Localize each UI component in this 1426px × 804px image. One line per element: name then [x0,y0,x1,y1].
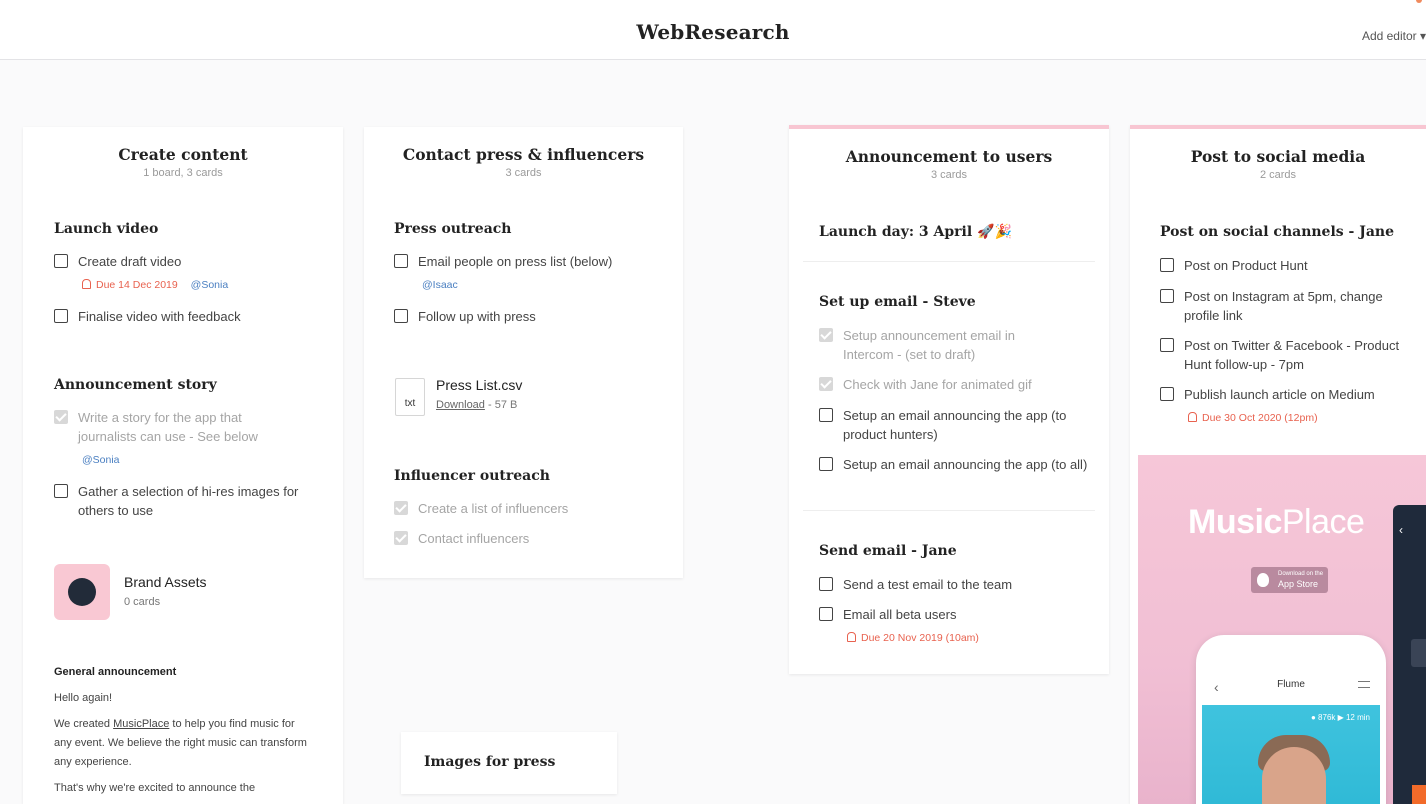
artist-face [1262,747,1326,804]
todo-label: Post on Product Hunt [1184,258,1308,273]
todo-label: Create draft video [78,254,182,269]
app-store-badge: Download on the App Store [1251,567,1328,593]
mention-tag[interactable]: @Isaac [422,279,458,291]
todo-label: Post on Instagram at 5pm, change profile link [1184,289,1383,323]
top-bar [0,0,1426,60]
todo-label: Write a story for the app that journalists can use - See below [78,410,258,444]
section-title: Press outreach [394,221,512,237]
section-title: Influencer outreach [394,468,550,484]
add-editor-button[interactable]: Add editor ▾ [1361,29,1426,43]
orange-tab[interactable] [1412,785,1426,804]
checkbox[interactable] [394,309,408,323]
section-title: Post on social channels - Jane [1160,224,1395,240]
column-subtitle: 3 cards [930,169,968,181]
board-title[interactable]: Brand Assets [124,574,207,590]
file-icon[interactable]: txt [395,378,425,416]
file-download: Download - 57 B [436,399,518,411]
section-title: Send email - Jane [819,543,957,559]
todo-label: Send a test email to the team [843,577,1013,592]
note-paragraph: Hello again! [54,692,113,704]
download-link[interactable]: Download [436,399,485,411]
checkbox[interactable] [819,457,833,471]
bell-icon [82,279,91,289]
todo-label: Check with Jane for animated gif [843,377,1032,392]
bell-icon [1188,412,1197,422]
note-paragraph: That's why we're excited to announce the [54,782,256,794]
todo-meta [82,454,120,466]
column-contact-press [364,127,683,578]
column-subtitle: 2 cards [1259,169,1297,181]
todo-label: Gather a selection of hi-res images for others to use [78,484,299,518]
todo-label: Create a list of influencers [418,501,569,516]
todo-label: Post on Twitter & Facebook - Product Hunt follow-up - 7pm [1184,338,1400,372]
mention-tag[interactable]: @Sonia [82,454,120,466]
card-title: Images for press [424,754,556,770]
apple-icon [1257,573,1269,587]
image-card-musicplace[interactable] [1138,455,1426,804]
checkbox[interactable] [819,377,833,391]
column-title: Announcement to users [845,147,1053,166]
panel-slot [1411,639,1426,667]
section-title: Launch video [54,221,159,237]
board-icon [68,578,96,606]
checkbox[interactable] [394,501,408,515]
checkbox[interactable] [819,577,833,591]
due-date: Due 14 Dec 2019 [82,279,178,291]
phone-title: Flume [1277,679,1305,690]
todo-label: Contact influencers [418,531,530,546]
todo-label: Email people on press list (below) [418,254,613,269]
chevron-left-icon[interactable]: ‹ [1399,523,1403,537]
musicplace-logo: MusicPlace [1188,503,1365,541]
todo-meta [847,632,979,644]
todo-meta [1188,412,1318,424]
mention-tag[interactable]: @Sonia [190,279,229,291]
bell-icon [847,632,856,642]
checkbox[interactable] [394,531,408,545]
todo-label: Follow up with press [418,309,536,324]
todo-label: Setup announcement email in Intercom - (set to draft) [843,328,1016,362]
menu-icon [1358,681,1370,688]
app-title: WebResearch [636,20,790,44]
checkbox[interactable] [54,309,68,323]
column-title: Contact press & influencers [402,145,645,164]
todo-meta [422,279,458,291]
phone-stats: ● 876k ▶ 12 min [1310,713,1370,722]
section-title: Announcement story [54,377,217,393]
section-title: Set up email - Steve [819,294,976,310]
checkbox[interactable] [394,254,408,268]
todo-label: Setup an email announcing the app (to product hunters) [843,408,1067,442]
notification-dot [1416,0,1422,3]
column-announcement [789,125,1109,674]
card-images-for-press[interactable] [401,732,617,794]
divider [803,510,1095,511]
column-subtitle: 3 cards [505,167,542,179]
checkbox[interactable] [1160,387,1174,401]
checkbox[interactable] [54,410,68,424]
due-date: Due 30 Oct 2020 (12pm) [1188,412,1318,424]
divider [803,261,1095,262]
column-title: Post to social media [1190,147,1366,166]
checkbox[interactable] [54,484,68,498]
back-arrow-icon: ‹ [1214,679,1219,695]
note-title: General announcement [54,666,177,678]
checkbox[interactable] [1160,258,1174,272]
column-title: Create content [118,145,248,164]
todo-label: Email all beta users [843,607,957,622]
board-count: 0 cards [124,596,161,608]
note-card[interactable] [54,663,314,798]
side-panel[interactable] [1393,505,1426,804]
board-thumbnail[interactable] [54,564,110,620]
todo-label: Finalise video with feedback [78,309,241,324]
checkbox[interactable] [1160,289,1174,303]
todo-meta [82,279,228,291]
checkbox[interactable] [819,607,833,621]
todo-label: Publish launch article on Medium [1184,387,1375,402]
checkbox[interactable] [54,254,68,268]
note-paragraph: We created MusicPlace to help you find music for any event. We believe the right music can transform any experience. [54,718,307,768]
checkbox[interactable] [1160,338,1174,352]
headline: Launch day: 3 April 🚀🎉 [819,224,1012,240]
note-link[interactable]: MusicPlace [113,718,170,730]
file-name[interactable]: Press List.csv [436,377,523,393]
checkbox[interactable] [819,328,833,342]
due-date: Due 20 Nov 2019 (10am) [847,632,979,644]
phone-mockup [1196,635,1386,804]
checkbox[interactable] [819,408,833,422]
todo-label: Setup an email announcing the app (to all) [843,457,1088,472]
column-subtitle: 1 board, 3 cards [143,167,223,179]
column-create-content [23,127,343,804]
artist-photo [1202,705,1380,804]
